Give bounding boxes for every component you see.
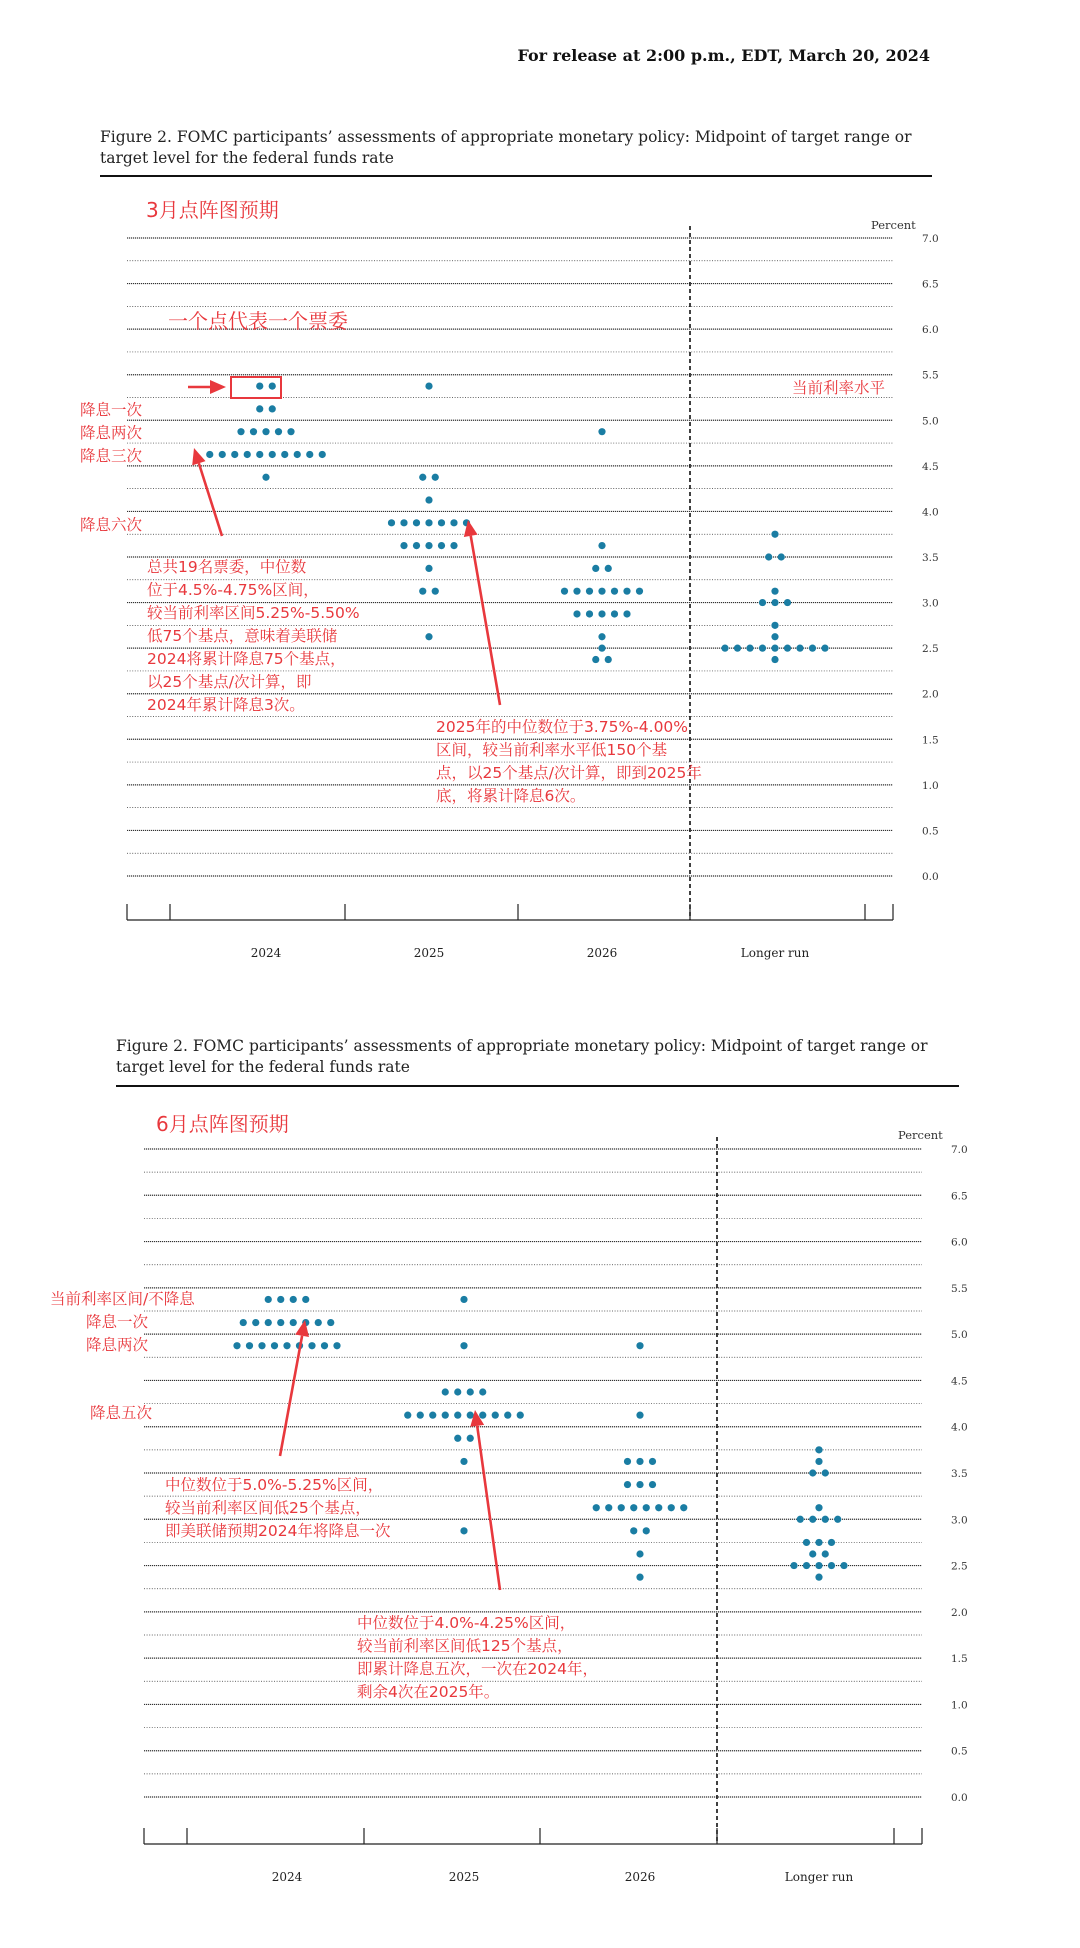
y-tick-label: 5.0 [922, 415, 939, 428]
dot-2024 [321, 1342, 328, 1349]
dot-2025 [460, 1296, 467, 1303]
dot-2024 [290, 1296, 297, 1303]
dot-2026 [605, 1504, 612, 1511]
ann-cut-five-june: 降息五次 [90, 1404, 153, 1422]
y-tick-label: 2.5 [922, 643, 939, 656]
chart-title-2: 6月点阵图预期 [156, 1112, 289, 1136]
dot-2024 [258, 1342, 265, 1349]
dot-longer-run [815, 1458, 822, 1465]
x-category-label: Longer run [740, 946, 810, 960]
dot-2026 [624, 1458, 631, 1465]
ann-cut-two-march: 降息两次 [80, 424, 143, 442]
y-tick-label: 0.5 [951, 1745, 968, 1758]
dot-longer-run [815, 1562, 822, 1569]
x-category-label: 2024 [250, 946, 282, 960]
figure-caption-2: Figure 2. FOMC participants’ assessments of appropriate monetary policy: Midpoint of target range or target level for the federal funds rate [116, 1037, 928, 1076]
y-tick-label: 3.5 [922, 552, 939, 564]
dot-2025 [467, 1388, 474, 1395]
dot-longer-run [809, 1469, 816, 1476]
dot-longer-run [822, 1469, 829, 1476]
dot-2026 [618, 1504, 625, 1511]
ann-note-2025-march: 2025年的中位数位于3.75%-4.00% 区间，较当前利率水平低150个基 点，以25个基点/次计算，即到2025年 底，将累计降息6次。 [436, 718, 702, 805]
dot-2024 [277, 1296, 284, 1303]
y-tick-label: 7.0 [951, 1144, 968, 1156]
dot-2026 [624, 1481, 631, 1488]
y-tick-label: 0.0 [922, 871, 939, 883]
ann-no-cut-june: 当前利率区间/不降息 [50, 1290, 195, 1308]
y-tick-label: 5.5 [922, 369, 939, 382]
dot-2024 [240, 1319, 247, 1326]
dot-2025 [442, 1388, 449, 1395]
dot-2026 [636, 1550, 643, 1557]
dot-2025 [467, 1435, 474, 1442]
y-tick-label: 7.0 [922, 233, 939, 245]
dot-2024 [265, 1296, 272, 1303]
dot-2024 [252, 1319, 259, 1326]
dot-longer-run [815, 1504, 822, 1511]
y-tick-label: 1.5 [922, 734, 939, 747]
x-category-label: 2025 [448, 1870, 480, 1884]
chart-title-1: 3月点阵图预期 [146, 198, 279, 222]
dot-longer-run [828, 1539, 835, 1546]
dot-2026 [649, 1481, 656, 1488]
dot-2026 [636, 1574, 643, 1581]
arrow-note-2024-june [280, 1336, 302, 1456]
dot-2024 [283, 1342, 290, 1349]
dot-longer-run [790, 1562, 797, 1569]
dot-2025 [442, 1412, 449, 1419]
dot-2026 [643, 1527, 650, 1534]
dot-longer-run [840, 1562, 847, 1569]
dot-2025 [460, 1527, 467, 1534]
dot-longer-run [822, 1550, 829, 1557]
y-tick-label: 4.0 [922, 506, 939, 519]
dot-2025 [479, 1412, 486, 1419]
y-tick-label: 6.0 [922, 324, 939, 337]
dot-2025 [417, 1412, 424, 1419]
y-tick-label: 2.0 [922, 688, 939, 701]
dot-2024 [277, 1319, 284, 1326]
dot-2024 [265, 1319, 272, 1326]
dot-2024 [246, 1342, 253, 1349]
dot-2024 [315, 1319, 322, 1326]
y-tick-label: 4.5 [951, 1375, 968, 1388]
dot-longer-run [834, 1516, 841, 1523]
dot-longer-run [815, 1446, 822, 1453]
y-tick-label: 6.5 [922, 278, 939, 291]
y-tick-label: 4.0 [951, 1421, 968, 1434]
x-category-label: 2025 [413, 946, 445, 960]
y-tick-label: 6.0 [951, 1236, 968, 1249]
release-header: For release at 2:00 p.m., EDT, March 20, 2024 [517, 46, 930, 65]
ann-cut-six-march: 降息六次 [80, 516, 143, 534]
dot-2024 [233, 1342, 240, 1349]
y-tick-label: 5.0 [951, 1329, 968, 1342]
dot-longer-run [828, 1562, 835, 1569]
ann-cut-two-june: 降息两次 [86, 1336, 149, 1354]
dot-2026 [593, 1504, 600, 1511]
x-category-label: 2024 [271, 1870, 303, 1884]
dot-2026 [636, 1412, 643, 1419]
dot-2025 [479, 1388, 486, 1395]
dot-2025 [404, 1412, 411, 1419]
dot-2024 [308, 1342, 315, 1349]
dot-2025 [460, 1458, 467, 1465]
y-tick-label: 0.5 [922, 825, 939, 838]
dot-2025 [467, 1412, 474, 1419]
dot-2025 [492, 1412, 499, 1419]
x-category-label: 2026 [624, 1870, 656, 1884]
dot-2025 [429, 1412, 436, 1419]
x-category-label: Longer run [784, 1870, 854, 1884]
percent-label-2: Percent [898, 1128, 943, 1142]
ann-cut-one-june: 降息一次 [86, 1313, 149, 1331]
dot-2026 [643, 1504, 650, 1511]
dot-2026 [630, 1504, 637, 1511]
dot-longer-run [803, 1539, 810, 1546]
y-tick-label: 0.0 [951, 1792, 968, 1804]
dot-2026 [668, 1504, 675, 1511]
ann-note-2025-june: 中位数位于4.0%-4.25%区间， 较当前利率区间低125个基点， 即累计降息五次，一次在2024年， 剩余4次在2025年。 [357, 1614, 598, 1701]
dot-2025 [517, 1412, 524, 1419]
x-category-label: 2026 [586, 946, 618, 960]
dot-longer-run [822, 1516, 829, 1523]
ann-note-2024-june: 中位数位于5.0%-5.25%区间， 较当前利率区间低25个基点， 即美联储预期2024年将降息一次 [165, 1476, 391, 1540]
ann-cut-three-march: 降息三次 [80, 447, 143, 465]
dot-2026 [655, 1504, 662, 1511]
dot-2025 [454, 1412, 461, 1419]
y-tick-label: 1.5 [951, 1653, 968, 1666]
dot-2026 [636, 1458, 643, 1465]
dot-longer-run [809, 1550, 816, 1557]
dot-2026 [636, 1342, 643, 1349]
dot-2024 [271, 1342, 278, 1349]
dot-2024 [290, 1319, 297, 1326]
y-tick-label: 3.0 [951, 1514, 968, 1527]
y-tick-label: 4.5 [922, 460, 939, 473]
ann-cut-one-march: 降息一次 [80, 401, 143, 419]
y-tick-label: 2.5 [951, 1560, 968, 1573]
dot-2026 [630, 1527, 637, 1534]
dot-2026 [649, 1458, 656, 1465]
dot-2025 [504, 1412, 511, 1419]
y-tick-label: 5.5 [951, 1282, 968, 1295]
y-tick-label: 1.0 [922, 779, 939, 792]
dot-2024 [333, 1342, 340, 1349]
y-tick-label: 3.5 [951, 1468, 968, 1480]
ann-current-level: 当前利率水平 [792, 379, 886, 397]
figure-caption-1: Figure 2. FOMC participants’ assessments of appropriate monetary policy: Midpoint of target range or target level for the federal funds rate [100, 128, 912, 167]
dot-longer-run [815, 1574, 822, 1581]
dot-2024 [302, 1296, 309, 1303]
y-tick-label: 3.0 [922, 597, 939, 610]
y-tick-label: 6.5 [951, 1190, 968, 1203]
dot-2025 [460, 1342, 467, 1349]
dot-2026 [636, 1481, 643, 1488]
percent-label-1: Percent [871, 218, 916, 232]
ann-one-dot: 一个点代表一个票委 [168, 309, 348, 333]
y-tick-label: 1.0 [951, 1699, 968, 1712]
dot-2025 [454, 1435, 461, 1442]
dot-longer-run [797, 1516, 804, 1523]
dot-longer-run [815, 1539, 822, 1546]
dot-longer-run [809, 1516, 816, 1523]
ann-note-2024-march: 总共19名票委，中位数 位于4.5%-4.75%区间， 较当前利率区间5.25%-5.50% 低75个基点，意味着美联储 2024将累计降息75个基点， 以25个基点/次计算，即 2024年累计降息3次。 [147, 558, 360, 714]
dot-longer-run [803, 1562, 810, 1569]
y-tick-label: 2.0 [951, 1606, 968, 1619]
dot-2025 [454, 1388, 461, 1395]
dot-2026 [680, 1504, 687, 1511]
dot-2024 [327, 1319, 334, 1326]
